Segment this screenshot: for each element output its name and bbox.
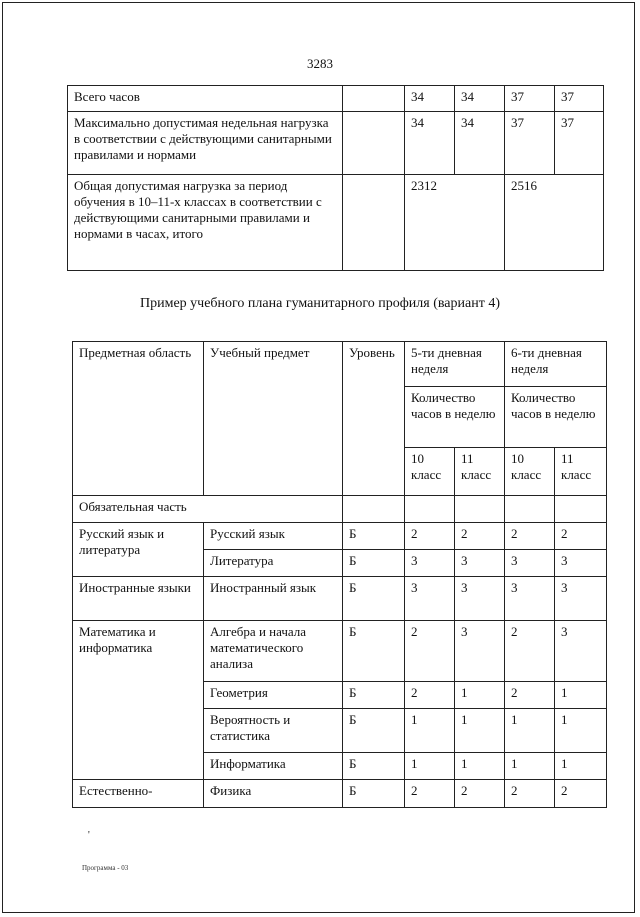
level-cell: Б [343,550,405,577]
cell-value: 2312 [405,175,505,271]
table-row [73,577,607,621]
subject-cell: Алгебра и начала математического анализа [204,621,343,682]
cell-value: 3 [505,550,555,577]
cell-value: 3 [455,550,505,577]
level-cell: Б [343,709,405,753]
header-area: Предметная область [73,342,204,496]
cell-value: 37 [505,86,555,112]
cell-value: 3 [405,550,455,577]
area-cell: Естественно- [73,780,204,808]
summary-table [67,85,604,271]
cell-value: 37 [505,112,555,175]
cell-value: 1 [455,753,505,780]
level-cell: Б [343,577,405,621]
cell-value: 2 [405,523,455,550]
cell-value: 34 [455,112,505,175]
cell-value: 1 [505,753,555,780]
cell-value: 37 [555,112,604,175]
cell-value: 1 [555,682,607,709]
table-row [73,780,607,808]
cell-value: 2516 [505,175,604,271]
cell-value: 2 [505,682,555,709]
cell-value: 2 [505,780,555,808]
cell-value: 2 [405,621,455,682]
header-grade-10: 10 класс [505,448,555,496]
cell-value: 2 [555,780,607,808]
table-caption: Пример учебного плана гуманитарного профиля (вариант 4) [139,296,500,311]
curriculum-table [72,341,607,808]
row-label: Всего часов [68,86,343,112]
header-grade-11: 11 класс [455,448,505,496]
empty-cell [455,496,505,523]
subject-cell: Иностранный язык [204,577,343,621]
cell-value: 2 [405,780,455,808]
area-cell: Иностранные языки [73,577,204,621]
header-grade-11: 11 класс [555,448,607,496]
empty-cell [505,496,555,523]
page-footer: Программа - 03 [82,864,129,872]
header-grade-10: 10 класс [405,448,455,496]
cell-value: 1 [555,709,607,753]
table-row [73,621,607,682]
cell-value: 1 [455,682,505,709]
cell-value: 1 [455,709,505,753]
empty-cell [343,112,405,175]
stray-mark: ' [88,830,90,841]
subject-cell: Геометрия [204,682,343,709]
cell-value: 1 [555,753,607,780]
empty-cell [343,175,405,271]
page-number: 3283 [307,56,333,71]
empty-cell [555,496,607,523]
level-cell: Б [343,753,405,780]
cell-value: 1 [405,753,455,780]
subject-cell: Информатика [204,753,343,780]
cell-value: 3 [555,550,607,577]
header-level: Уровень [343,342,405,496]
cell-value: 3 [405,577,455,621]
section-row [73,496,607,523]
empty-cell [405,496,455,523]
row-label: Общая допустимая нагрузка за период обучения в 10–11-х классах в соответствии с действующими санитарными правилами и нормами в часах, итого [68,175,343,271]
cell-value: 3 [555,577,607,621]
cell-value: 3 [455,621,505,682]
cell-value: 2 [555,523,607,550]
header-subject: Учебный предмет [204,342,343,496]
cell-value: 34 [405,112,455,175]
header-five-day-week: 5-ти дневная неделя [405,342,505,387]
header-hours-per-week: Количество часов в неделю [405,387,505,448]
subject-cell: Физика [204,780,343,808]
table-row [73,523,607,550]
cell-value: 2 [455,780,505,808]
table-row [68,175,604,271]
cell-value: 34 [455,86,505,112]
area-cell: Математика и информатика [73,621,204,780]
subject-cell: Русский язык [204,523,343,550]
level-cell: Б [343,780,405,808]
header-hours-per-week: Количество часов в неделю [505,387,607,448]
row-label: Максимально допустимая недельная нагрузка в соответствии с действующими санитарными правилами и нормами [68,112,343,175]
cell-value: 3 [555,621,607,682]
cell-value: 34 [405,86,455,112]
cell-value: 2 [505,621,555,682]
cell-value: 3 [505,577,555,621]
level-cell: Б [343,621,405,682]
cell-value: 2 [405,682,455,709]
area-cell: Русский язык и литература [73,523,204,577]
mandatory-part-label: Обязательная часть [73,496,343,523]
cell-value: 37 [555,86,604,112]
subject-cell: Литература [204,550,343,577]
header-six-day-week: 6-ти дневная неделя [505,342,607,387]
level-cell: Б [343,682,405,709]
empty-cell [343,86,405,112]
cell-value: 3 [455,577,505,621]
subject-cell: Вероятность и статистика [204,709,343,753]
table-row [68,112,604,175]
header-row [73,342,607,387]
table-row [68,86,604,112]
level-cell: Б [343,523,405,550]
cell-value: 2 [505,523,555,550]
cell-value: 1 [405,709,455,753]
cell-value: 2 [455,523,505,550]
cell-value: 1 [505,709,555,753]
empty-cell [343,496,405,523]
